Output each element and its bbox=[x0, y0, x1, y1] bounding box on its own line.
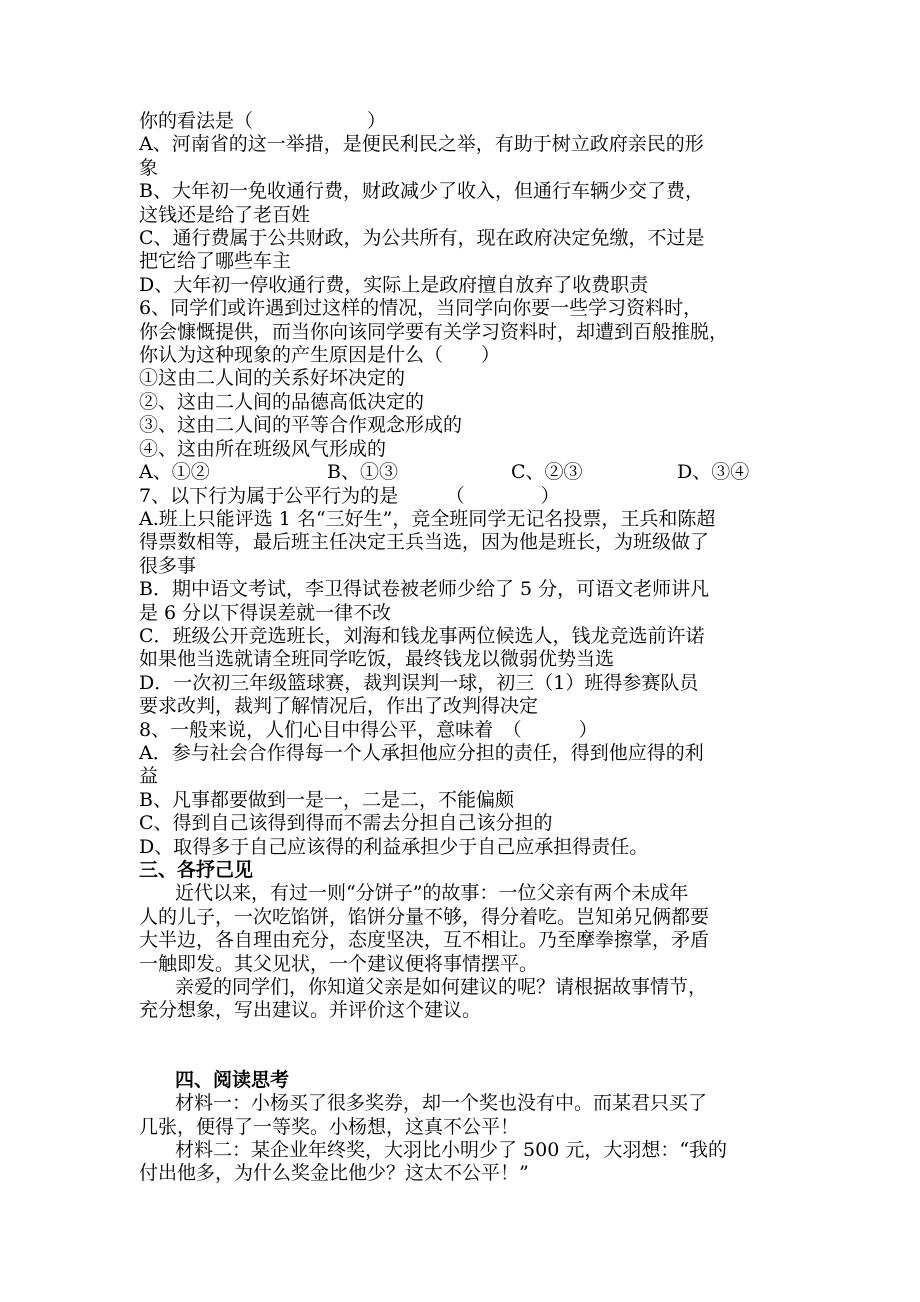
section-4-reading bbox=[139, 1069, 789, 1186]
text-line: D、取得多于自己应该得的利益承担少于自己应承担得责任。 bbox=[139, 835, 649, 858]
q6-option-a: A、①② bbox=[139, 461, 210, 484]
text-line: 材料二：某企业年终奖，大羽比小明少了 500 元，大羽想：“我的 bbox=[175, 1139, 728, 1162]
text-line: A、河南省的这一举措，是便民利民之举，有助于树立政府亲民的形 bbox=[139, 133, 704, 156]
text-line: ②、这由二人间的品德高低决定的 bbox=[139, 390, 425, 413]
text-line: 要求改判，裁判了解情况后，作出了改判得决定 bbox=[139, 695, 539, 718]
question-block-5-6 bbox=[139, 110, 789, 461]
text-line: 是 6 分以下得误差就一律不改 bbox=[139, 601, 392, 624]
text-line: 把它给了哪些车主 bbox=[139, 250, 292, 273]
text-line: 得票数相等，最后班主任决定王兵当选，因为他是班长，为班级做了 bbox=[139, 531, 710, 554]
text-line: B、大年初一免收通行费，财政减少了收入，但通行车辆少交了费， bbox=[139, 180, 704, 203]
text-line: C、通行费属于公共财政，为公共所有，现在政府决定免缴，不过是 bbox=[139, 227, 705, 250]
text-line: 一触即发。其父见状，一个建议便将事情摆平。 bbox=[139, 952, 539, 975]
text-line: 7、以下行为属于公平行为的是 （ ） bbox=[139, 484, 560, 507]
text-line: 象 bbox=[139, 156, 159, 179]
text-line: 很多事 bbox=[139, 554, 197, 577]
answer-space bbox=[139, 1023, 789, 1069]
text-line: D．一次初三年级篮球赛，裁判误判一球，初三（1）班得参赛队员 bbox=[139, 671, 699, 694]
text-line: 三、各抒己见 bbox=[139, 859, 254, 881]
text-line: 你认为这种现象的产生原因是什么（ ） bbox=[139, 344, 501, 367]
text-line: 四、阅读思考 bbox=[175, 1068, 290, 1091]
text-line: 你的看法是（ ） bbox=[139, 110, 387, 132]
text-line: 你会慷慨提供，而当你向该同学要有关学习资料时，却遭到百般推脱， bbox=[139, 320, 729, 343]
text-line: ①这由二人间的关系好坏决定的 bbox=[139, 367, 406, 390]
text-line: B、凡事都要做到一是一，二是二，不能偏颇 bbox=[139, 788, 514, 811]
text-line: 几张，便得了一等奖。小杨想，这真不公平！ bbox=[139, 1115, 520, 1138]
text-line: 大半边，各自理由充分，态度坚决，互不相让。乃至摩拳擦掌，矛盾 bbox=[139, 929, 710, 952]
text-line: 材料一：小杨买了很多奖券，却一个奖也没有中。而某君只买了 bbox=[175, 1092, 708, 1115]
text-line: 如果他当选就请全班同学吃饭，最终钱龙以微弱优势当选 bbox=[139, 648, 615, 671]
q6-options-row bbox=[139, 461, 789, 484]
text-line: B．期中语文考试，李卫得试卷被老师少给了 5 分，可语文老师讲凡 bbox=[139, 578, 710, 601]
text-line: C、得到自己该得到得而不需去分担自己该分担的 bbox=[139, 812, 553, 835]
text-line: 这钱还是给了老百姓 bbox=[139, 203, 311, 226]
q6-option-c: C、②③ bbox=[511, 461, 583, 484]
text-line: 亲爱的同学们，你知道父亲是如何建议的呢？请根据故事情节， bbox=[175, 976, 708, 999]
question-block-7-8-section-3 bbox=[139, 485, 789, 1023]
document-body bbox=[139, 110, 789, 1186]
text-line: ④、这由所在班级风气形成的 bbox=[139, 437, 387, 460]
text-line: A.班上只能评选 1 名“三好生”，竞全班同学无记名投票，王兵和陈超 bbox=[139, 507, 716, 530]
q6-option-b: B、①③ bbox=[327, 461, 398, 484]
text-line: 8、一般来说，人们心目中得公平，意味着 （ ） bbox=[139, 718, 598, 741]
text-line: ③、这由二人间的平等合作观念形成的 bbox=[139, 414, 463, 437]
text-line: 付出他多，为什么奖金比他少？这太不公平！” bbox=[139, 1162, 529, 1185]
text-line: 益 bbox=[139, 765, 159, 788]
text-line: D、大年初一停收通行费，实际上是政府擅自放弃了收费职责 bbox=[139, 273, 649, 296]
text-line: 6、同学们或许遇到过这样的情况，当同学向你要一些学习资料时， bbox=[139, 297, 703, 320]
text-line: 近代以来，有过一则“分饼子”的故事：一位父亲有两个未成年 bbox=[175, 882, 689, 905]
text-line: 充分想象，写出建议。并评价这个建议。 bbox=[139, 999, 482, 1022]
text-line: A．参与社会合作得每一个人承担他应分担的责任，得到他应得的利 bbox=[139, 741, 704, 764]
text-line: 人的儿子，一次吃馅饼，馅饼分量不够，得分着吃。岂知弟兄俩都要 bbox=[139, 905, 710, 928]
text-line: C．班级公开竞选班长，刘海和钱龙事两位候选人，钱龙竞选前许诺 bbox=[139, 624, 705, 647]
q6-option-d: D、③④ bbox=[677, 461, 750, 484]
